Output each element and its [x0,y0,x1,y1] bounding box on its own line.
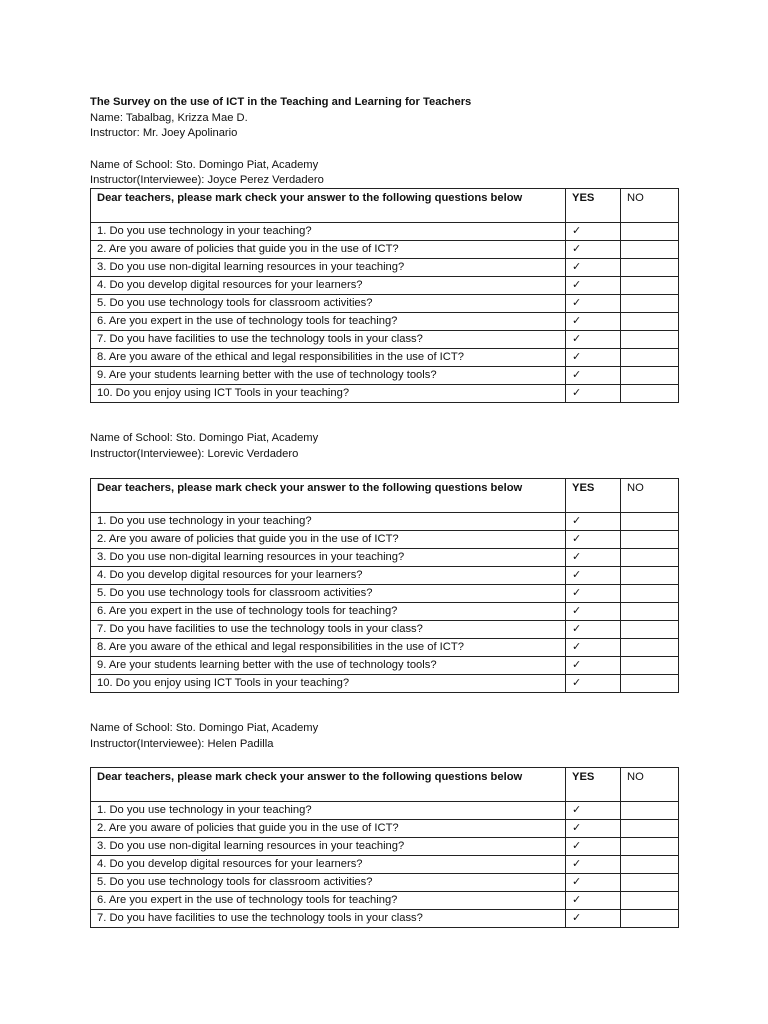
table-row [91,259,679,277]
table-row [91,567,679,585]
yes-cell [566,603,621,621]
table-header-row [91,479,679,513]
yes-cell [566,892,621,910]
check-mark-icon: ✓ [572,876,582,888]
check-mark-icon: ✓ [572,659,582,671]
check-mark-icon: ✓ [572,677,582,689]
no-cell [621,331,679,349]
yes-cell [566,385,621,403]
question-header: Dear teachers, please mark check your answer to the following questions below [91,768,566,802]
yes-cell [566,567,621,585]
yes-cell [566,856,621,874]
check-mark-icon: ✓ [572,912,582,924]
question-header: Dear teachers, please mark check your answer to the following questions below [91,189,566,223]
table-row [91,367,679,385]
check-mark-icon: ✓ [572,243,582,255]
check-mark-icon: ✓ [572,551,582,563]
check-mark-icon: ✓ [572,369,582,381]
question-text: 1. Do you use technology in your teaching? [91,802,566,820]
school-name-2: Name of School: Sto. Domingo Piat, Academy [90,432,319,444]
table-row [91,331,679,349]
no-cell [621,910,679,928]
document-title: The Survey on the use of ICT in the Teaching and Learning for Teachers [90,96,472,108]
question-text: 4. Do you develop digital resources for your learners? [91,856,566,874]
table-row [91,657,679,675]
survey-table-3 [90,767,679,928]
table-row [91,295,679,313]
check-mark-icon: ✓ [572,297,582,309]
yes-cell [566,838,621,856]
no-cell [621,675,679,693]
survey-table-2 [90,478,679,693]
question-text: 8. Are you aware of the ethical and legal responsibilities in the use of ICT? [91,639,566,657]
check-mark-icon: ✓ [572,804,582,816]
check-mark-icon: ✓ [572,822,582,834]
question-text: 5. Do you use technology tools for classroom activities? [91,874,566,892]
question-text: 3. Do you use non-digital learning resources in your teaching? [91,549,566,567]
yes-header: YES [566,189,621,223]
no-cell [621,313,679,331]
check-mark-icon: ✓ [572,533,582,545]
check-mark-icon: ✓ [572,894,582,906]
question-text: 8. Are you aware of the ethical and legal responsibilities in the use of ICT? [91,349,566,367]
no-cell [621,549,679,567]
table-header-row [91,189,679,223]
yes-header: YES [566,768,621,802]
check-mark-icon: ✓ [572,387,582,399]
respondent-name: Name: Tabalbag, Krizza Mae D. [90,112,248,124]
question-text: 9. Are your students learning better with the use of technology tools? [91,367,566,385]
no-header: NO [621,479,679,513]
question-text: 2. Are you aware of policies that guide you in the use of ICT? [91,820,566,838]
table-header-row [91,768,679,802]
question-text: 6. Are you expert in the use of technology tools for teaching? [91,313,566,331]
no-cell [621,820,679,838]
no-cell [621,295,679,313]
question-text: 6. Are you expert in the use of technology tools for teaching? [91,892,566,910]
question-text: 10. Do you enjoy using ICT Tools in your teaching? [91,385,566,403]
no-cell [621,367,679,385]
check-mark-icon: ✓ [572,315,582,327]
no-header: NO [621,189,679,223]
table-row [91,639,679,657]
question-text: 3. Do you use non-digital learning resources in your teaching? [91,259,566,277]
question-text: 5. Do you use technology tools for classroom activities? [91,585,566,603]
check-mark-icon: ✓ [572,225,582,237]
no-cell [621,856,679,874]
school-name-1: Name of School: Sto. Domingo Piat, Academy [90,159,319,171]
question-text: 7. Do you have facilities to use the technology tools in your class? [91,910,566,928]
yes-cell [566,910,621,928]
yes-cell [566,549,621,567]
yes-header: YES [566,479,621,513]
no-cell [621,241,679,259]
no-cell [621,513,679,531]
yes-cell [566,313,621,331]
table-row [91,802,679,820]
no-cell [621,603,679,621]
yes-cell [566,802,621,820]
table-row [91,603,679,621]
check-mark-icon: ✓ [572,279,582,291]
yes-cell [566,223,621,241]
yes-cell [566,295,621,313]
table-row [91,531,679,549]
no-cell [621,223,679,241]
question-text: 3. Do you use non-digital learning resources in your teaching? [91,838,566,856]
table-row [91,277,679,295]
instructor-name: Instructor: Mr. Joey Apolinario [90,127,238,139]
yes-cell [566,513,621,531]
table-row [91,892,679,910]
no-header: NO [621,768,679,802]
survey-table-1 [90,188,679,403]
no-cell [621,349,679,367]
question-text: 7. Do you have facilities to use the technology tools in your class? [91,331,566,349]
no-cell [621,621,679,639]
table-row [91,349,679,367]
yes-cell [566,349,621,367]
yes-cell [566,621,621,639]
table-row [91,313,679,331]
no-cell [621,838,679,856]
yes-cell [566,874,621,892]
no-cell [621,802,679,820]
no-cell [621,874,679,892]
question-text: 2. Are you aware of policies that guide you in the use of ICT? [91,241,566,259]
yes-cell [566,585,621,603]
check-mark-icon: ✓ [572,587,582,599]
yes-cell [566,639,621,657]
yes-cell [566,241,621,259]
yes-cell [566,820,621,838]
table-row [91,513,679,531]
interviewee-name-1: Instructor(Interviewee): Joyce Perez Verdadero [90,174,324,186]
no-cell [621,385,679,403]
check-mark-icon: ✓ [572,840,582,852]
question-text: 9. Are your students learning better with the use of technology tools? [91,657,566,675]
check-mark-icon: ✓ [572,605,582,617]
no-cell [621,657,679,675]
interviewee-name-3: Instructor(Interviewee): Helen Padilla [90,738,274,750]
check-mark-icon: ✓ [572,515,582,527]
check-mark-icon: ✓ [572,333,582,345]
interviewee-name-2: Instructor(Interviewee): Lorevic Verdadero [90,448,299,460]
yes-cell [566,531,621,549]
check-mark-icon: ✓ [572,351,582,363]
school-name-3: Name of School: Sto. Domingo Piat, Academy [90,722,319,734]
table-row [91,910,679,928]
table-row [91,223,679,241]
yes-cell [566,259,621,277]
no-cell [621,892,679,910]
table-row [91,549,679,567]
no-cell [621,277,679,295]
question-text: 1. Do you use technology in your teaching? [91,513,566,531]
table-row [91,838,679,856]
question-text: 4. Do you develop digital resources for your learners? [91,277,566,295]
no-cell [621,531,679,549]
check-mark-icon: ✓ [572,641,582,653]
yes-cell [566,675,621,693]
yes-cell [566,657,621,675]
table-row [91,874,679,892]
table-row [91,675,679,693]
no-cell [621,585,679,603]
question-text: 7. Do you have facilities to use the technology tools in your class? [91,621,566,639]
table-row [91,241,679,259]
table-row [91,585,679,603]
question-text: 4. Do you develop digital resources for your learners? [91,567,566,585]
question-text: 2. Are you aware of policies that guide you in the use of ICT? [91,531,566,549]
question-text: 1. Do you use technology in your teaching? [91,223,566,241]
no-cell [621,259,679,277]
table-row [91,820,679,838]
table-row [91,856,679,874]
question-text: 6. Are you expert in the use of technology tools for teaching? [91,603,566,621]
table-row [91,385,679,403]
check-mark-icon: ✓ [572,569,582,581]
yes-cell [566,277,621,295]
check-mark-icon: ✓ [572,858,582,870]
table-row [91,621,679,639]
question-text: 5. Do you use technology tools for classroom activities? [91,295,566,313]
question-header: Dear teachers, please mark check your answer to the following questions below [91,479,566,513]
yes-cell [566,331,621,349]
question-text: 10. Do you enjoy using ICT Tools in your teaching? [91,675,566,693]
no-cell [621,639,679,657]
no-cell [621,567,679,585]
check-mark-icon: ✓ [572,261,582,273]
yes-cell [566,367,621,385]
check-mark-icon: ✓ [572,623,582,635]
